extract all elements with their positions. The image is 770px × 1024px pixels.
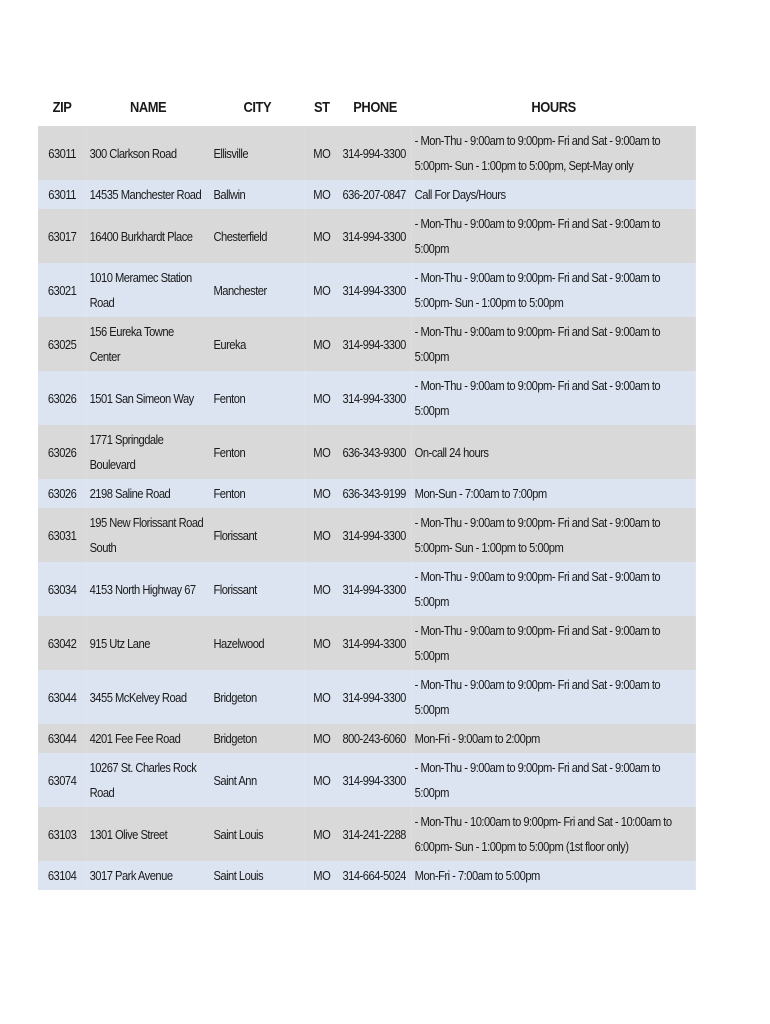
hours-cell: - Mon-Thu - 9:00am to 9:00pm- Fri and Sat - 9:00am to 5:00pm- Sun - 1:00pm to 5:00pm <box>411 508 696 562</box>
state-cell: MO <box>305 670 339 724</box>
zip-cell: 63011 <box>38 126 86 180</box>
table-row <box>38 562 696 616</box>
city-cell: Eureka <box>210 317 305 371</box>
hours-cell: - Mon-Thu - 9:00am to 9:00pm- Fri and Sat - 9:00am to 5:00pm <box>411 317 696 371</box>
name-cell: 300 Clarkson Road <box>86 126 210 180</box>
zip-cell: 63031 <box>38 508 86 562</box>
header-name: NAME <box>86 88 210 126</box>
locations-table <box>38 88 696 890</box>
zip-cell: 63025 <box>38 317 86 371</box>
name-cell: 2198 Saline Road <box>86 479 210 508</box>
state-cell: MO <box>305 317 339 371</box>
state-cell: MO <box>305 126 339 180</box>
zip-cell: 63104 <box>38 861 86 890</box>
phone-cell: 314-994-3300 <box>339 670 411 724</box>
zip-cell: 63021 <box>38 263 86 317</box>
hours-cell: - Mon-Thu - 9:00am to 9:00pm- Fri and Sat - 9:00am to 5:00pm <box>411 670 696 724</box>
city-cell: Florissant <box>210 562 305 616</box>
hours-cell: - Mon-Thu - 9:00am to 9:00pm- Fri and Sat - 9:00am to 5:00pm <box>411 616 696 670</box>
zip-cell: 63026 <box>38 425 86 479</box>
hours-cell: - Mon-Thu - 9:00am to 9:00pm- Fri and Sat - 9:00am to 5:00pm- Sun - 1:00pm to 5:00pm <box>411 263 696 317</box>
city-cell: Fenton <box>210 371 305 425</box>
name-cell: 3455 McKelvey Road <box>86 670 210 724</box>
phone-cell: 800-243-6060 <box>339 724 411 753</box>
city-cell: Manchester <box>210 263 305 317</box>
table-row <box>38 126 696 180</box>
phone-cell: 636-207-0847 <box>339 180 411 209</box>
zip-cell: 63074 <box>38 753 86 807</box>
table-row <box>38 807 696 861</box>
state-cell: MO <box>305 616 339 670</box>
name-cell: 1771 Springdale Boulevard <box>86 425 210 479</box>
name-cell: 4153 North Highway 67 <box>86 562 210 616</box>
phone-cell: 314-241-2288 <box>339 807 411 861</box>
state-cell: MO <box>305 807 339 861</box>
table-row <box>38 479 696 508</box>
zip-cell: 63011 <box>38 180 86 209</box>
table-row <box>38 263 696 317</box>
zip-cell: 63044 <box>38 670 86 724</box>
phone-cell: 314-994-3300 <box>339 562 411 616</box>
phone-cell: 314-994-3300 <box>339 753 411 807</box>
state-cell: MO <box>305 562 339 616</box>
header-zip: ZIP <box>38 88 86 126</box>
table-row <box>38 209 696 263</box>
state-cell: MO <box>305 425 339 479</box>
zip-cell: 63026 <box>38 371 86 425</box>
state-cell: MO <box>305 753 339 807</box>
city-cell: Florissant <box>210 508 305 562</box>
city-cell: Ellisville <box>210 126 305 180</box>
table-row <box>38 425 696 479</box>
city-cell: Saint Louis <box>210 861 305 890</box>
zip-cell: 63017 <box>38 209 86 263</box>
hours-cell: - Mon-Thu - 9:00am to 9:00pm- Fri and Sat - 9:00am to 5:00pm- Sun - 1:00pm to 5:00pm, Sept-May only <box>411 126 696 180</box>
phone-cell: 314-664-5024 <box>339 861 411 890</box>
zip-cell: 63044 <box>38 724 86 753</box>
name-cell: 915 Utz Lane <box>86 616 210 670</box>
table-row <box>38 724 696 753</box>
city-cell: Saint Louis <box>210 807 305 861</box>
header-city: CITY <box>210 88 305 126</box>
city-cell: Bridgeton <box>210 724 305 753</box>
table-row <box>38 180 696 209</box>
phone-cell: 314-994-3300 <box>339 317 411 371</box>
hours-cell: Call For Days/Hours <box>411 180 696 209</box>
phone-cell: 314-994-3300 <box>339 209 411 263</box>
state-cell: MO <box>305 724 339 753</box>
header-row <box>38 88 696 126</box>
state-cell: MO <box>305 479 339 508</box>
phone-cell: 314-994-3300 <box>339 508 411 562</box>
zip-cell: 63042 <box>38 616 86 670</box>
table-row <box>38 371 696 425</box>
city-cell: Ballwin <box>210 180 305 209</box>
hours-cell: - Mon-Thu - 9:00am to 9:00pm- Fri and Sat - 9:00am to 5:00pm <box>411 562 696 616</box>
name-cell: 1010 Meramec Station Road <box>86 263 210 317</box>
name-cell: 1501 San Simeon Way <box>86 371 210 425</box>
table-row <box>38 670 696 724</box>
zip-cell: 63034 <box>38 562 86 616</box>
state-cell: MO <box>305 371 339 425</box>
header-hours: HOURS <box>411 88 696 126</box>
hours-cell: Mon-Sun - 7:00am to 7:00pm <box>411 479 696 508</box>
name-cell: 195 New Florissant Road South <box>86 508 210 562</box>
hours-cell: On-call 24 hours <box>411 425 696 479</box>
header-phone: PHONE <box>339 88 411 126</box>
state-cell: MO <box>305 209 339 263</box>
hours-cell: Mon-Fri - 7:00am to 5:00pm <box>411 861 696 890</box>
header-st: ST <box>305 88 339 126</box>
city-cell: Bridgeton <box>210 670 305 724</box>
city-cell: Chesterfield <box>210 209 305 263</box>
state-cell: MO <box>305 263 339 317</box>
city-cell: Saint Ann <box>210 753 305 807</box>
state-cell: MO <box>305 861 339 890</box>
table-row <box>38 861 696 890</box>
phone-cell: 314-994-3300 <box>339 616 411 670</box>
state-cell: MO <box>305 508 339 562</box>
name-cell: 156 Eureka Towne Center <box>86 317 210 371</box>
zip-cell: 63026 <box>38 479 86 508</box>
hours-cell: Mon-Fri - 9:00am to 2:00pm <box>411 724 696 753</box>
phone-cell: 314-994-3300 <box>339 126 411 180</box>
phone-cell: 314-994-3300 <box>339 371 411 425</box>
name-cell: 10267 St. Charles Rock Road <box>86 753 210 807</box>
city-cell: Fenton <box>210 479 305 508</box>
phone-cell: 636-343-9300 <box>339 425 411 479</box>
hours-cell: - Mon-Thu - 9:00am to 9:00pm- Fri and Sat - 9:00am to 5:00pm <box>411 753 696 807</box>
hours-cell: - Mon-Thu - 9:00am to 9:00pm- Fri and Sat - 9:00am to 5:00pm <box>411 371 696 425</box>
city-cell: Hazelwood <box>210 616 305 670</box>
table-row <box>38 317 696 371</box>
phone-cell: 314-994-3300 <box>339 263 411 317</box>
hours-cell: - Mon-Thu - 9:00am to 9:00pm- Fri and Sat - 9:00am to 5:00pm <box>411 209 696 263</box>
zip-cell: 63103 <box>38 807 86 861</box>
name-cell: 1301 Olive Street <box>86 807 210 861</box>
table-row <box>38 616 696 670</box>
phone-cell: 636-343-9199 <box>339 479 411 508</box>
table-row <box>38 508 696 562</box>
name-cell: 14535 Manchester Road <box>86 180 210 209</box>
city-cell: Fenton <box>210 425 305 479</box>
hours-cell: - Mon-Thu - 10:00am to 9:00pm- Fri and Sat - 10:00am to 6:00pm- Sun - 1:00pm to 5:00pm (1st floor only) <box>411 807 696 861</box>
state-cell: MO <box>305 180 339 209</box>
locations-sheet <box>38 88 696 890</box>
name-cell: 3017 Park Avenue <box>86 861 210 890</box>
name-cell: 16400 Burkhardt Place <box>86 209 210 263</box>
table-row <box>38 753 696 807</box>
name-cell: 4201 Fee Fee Road <box>86 724 210 753</box>
